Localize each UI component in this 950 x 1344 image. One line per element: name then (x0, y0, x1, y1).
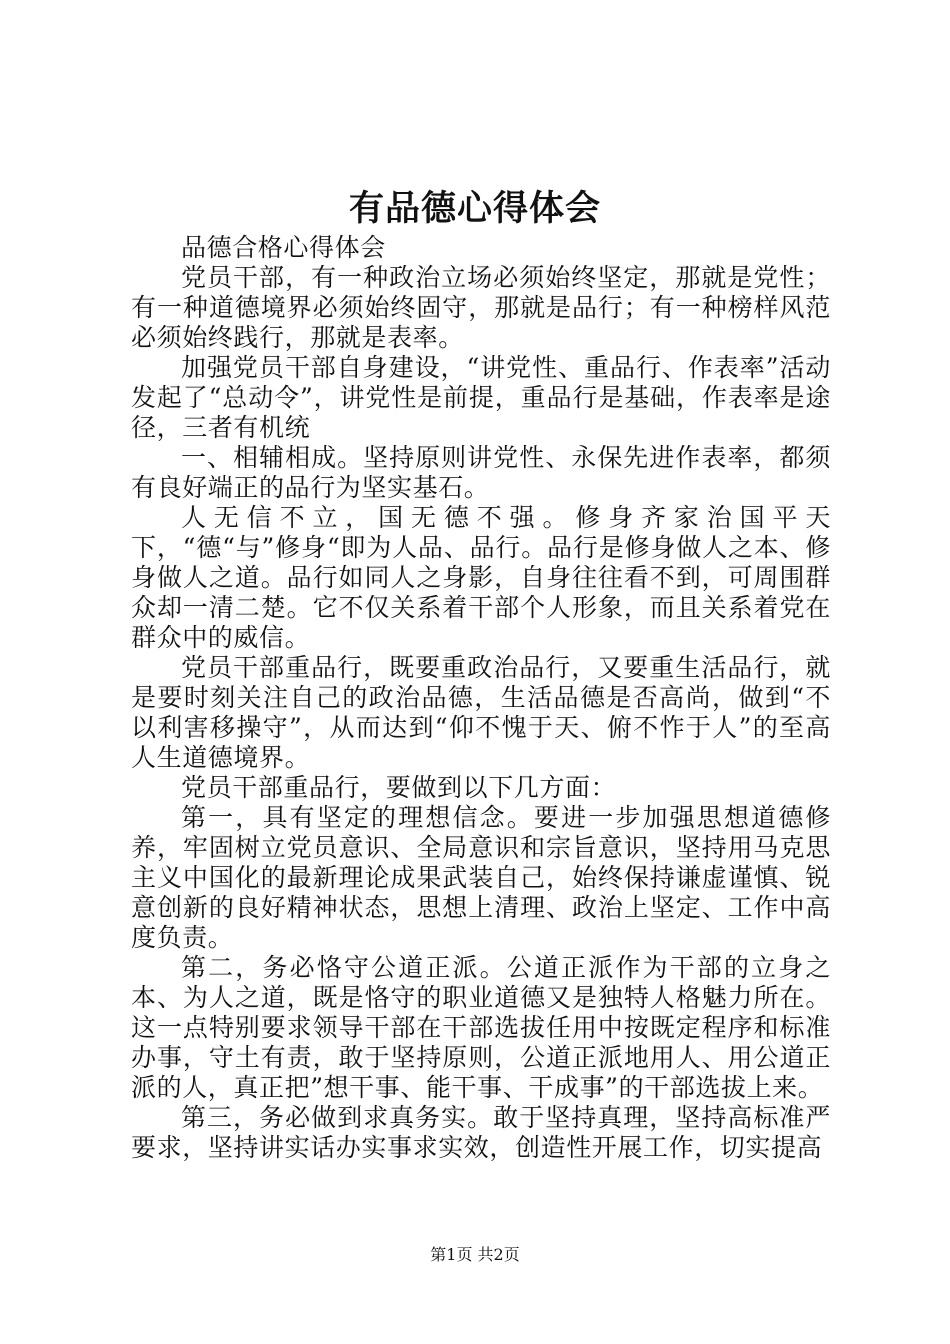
paragraph: 人无信不立，国无德不强。修身齐家治国平天下，“德“与”修身“即为人品、品行。品行是修身做人之本、修身做人之道。品行如同人之身影，自身往往看不到，可周围群众却一清二楚。它不仅关系着干部个人形象，而且关系着党在群众中的威信。 (131, 503, 831, 652)
paragraph: 一、相辅相成。坚持原则讲党性、永保先进作表率，都须有良好端正的品行为坚实基石。 (131, 443, 831, 502)
document-body (131, 233, 831, 1163)
paragraph: 第二，务必恪守公道正派。公道正派作为干部的立身之本、为人之道，既是恪守的职业道德又是独特人格魅力所在。这一点特别要求领导干部在干部选拔任用中按既定程序和标准办事，守土有责，敢于坚持原则，公道正派地用人、用公道正派的人，真正把”想干事、能干事、干成事”的干部选拔上来。 (131, 953, 831, 1102)
paragraph: 党员干部重品行，既要重政治品行，又要重生活品行，就是要时刻关注自己的政治品德，生活品德是否高尚，做到“不以利害移操守”，从而达到“仰不愧于天、俯不怍于人”的至高人生道德境界。 (131, 653, 831, 772)
document-title: 有品德心得体会 (348, 188, 601, 229)
paragraph: 党员干部重品行，要做到以下几方面： (181, 773, 617, 802)
page-footer: 第1页 共2页 (430, 1245, 520, 1264)
paragraph: 党员干部，有一种政治立场必须始终坚定，那就是党性；有一种道德境界必须始终固守，那就是品行；有一种榜样风范必须始终践行，那就是表率。 (131, 263, 831, 352)
paragraph: 加强党员干部自身建设，“讲党性、重品行、作表率”活动发起了“总动令”，讲党性是前提，重品行是基础，作表率是途径，三者有机统 (131, 353, 831, 442)
paragraph: 第三，务必做到求真务实。敢于坚持真理，坚持高标准严要求，坚持讲实话办实事求实效，创造性开展工作，切实提高 (131, 1103, 831, 1162)
paragraph: 第一，具有坚定的理想信念。要进一步加强思想道德修养，牢固树立党员意识、全局意识和宗旨意识，坚持用马克思主义中国化的最新理论成果武装自己，始终保持谦虚谨慎、锐意创新的良好精神状态，思想上清理、政治上坚定、工作中高度负责。 (131, 803, 831, 952)
paragraph: 品德合格心得体会 (181, 233, 386, 262)
